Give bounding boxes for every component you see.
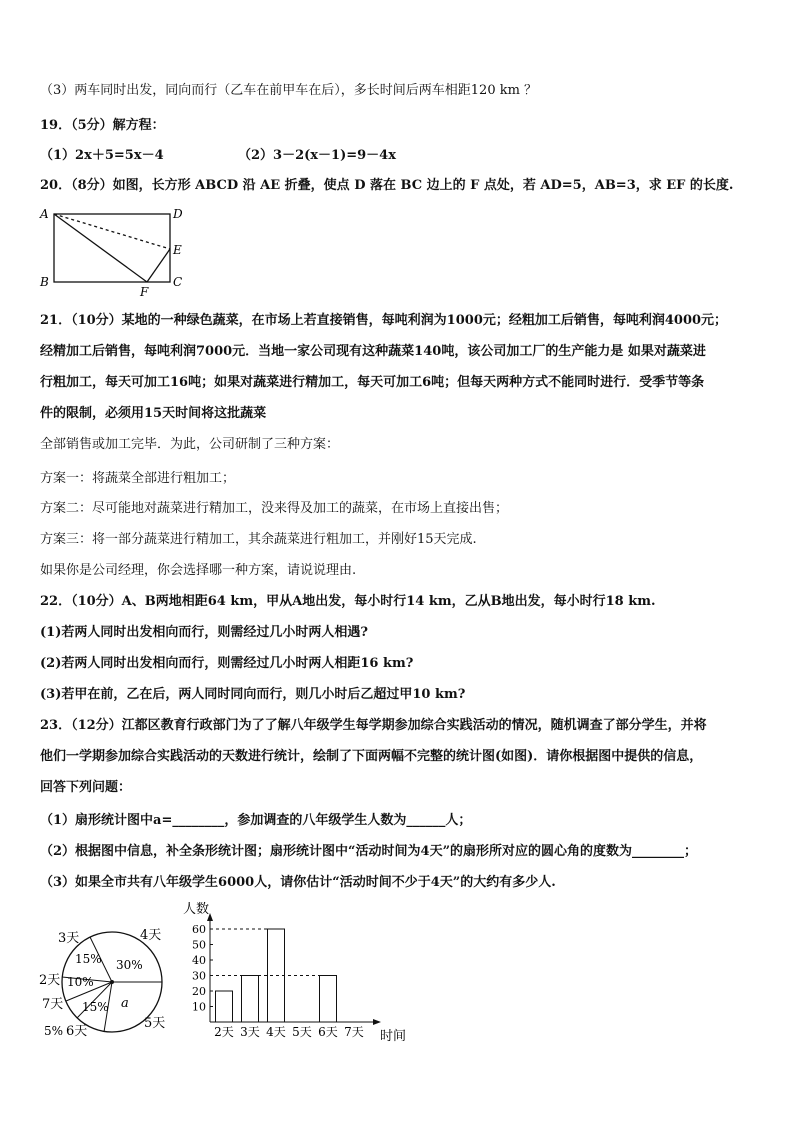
pie-pct-2-days: 10% [67,975,94,989]
bar-chart [180,896,420,1046]
bar-y-tick-label: 10 [192,1000,206,1014]
bar-y-tick-label: 50 [192,938,206,952]
q21-line-5: 全部销售或加工完毕．为此，公司研制了三种方案： [40,437,340,452]
pie-label-5-days: 5天 [144,1016,166,1031]
label-a: A [40,207,49,221]
q21-line-1: 21．（10分）某地的一种绿色蔬菜，在市场上若直接销售，每吨利润为1000元；经粗加工后销售，每吨利润4000元； [40,313,728,328]
pie-unknown-a: a [121,996,129,1011]
pie-center [110,980,114,984]
bar-y-tick-label: 30 [192,969,206,983]
bar-y-tick-label: 60 [192,923,206,936]
q22-stem: 22．（10分）A、B两地相距64 km，甲从A地出发，每小时行14 km，乙从B地出发，每小时行18 km. [40,594,656,609]
bar-category-label: 7天 [344,1025,364,1039]
pie-pct-6-days: 5% [44,1024,64,1038]
label-c: C [173,275,183,289]
bar-category-label: 5天 [292,1025,312,1039]
bar-category-label: 6天 [318,1025,338,1039]
pie-label-2-days: 2天 [39,973,61,988]
label-f: F [140,285,149,296]
q21-line-3: 行粗加工，每天可加工16吨；如果对蔬菜进行精加工，每天可加工6吨；但每天两种方式不能同时进行．受季节等条 [40,375,705,390]
q22-part-2: (2)若两人同时出发相向而行，则需经过几小时两人相距16 km? [40,656,414,671]
q23-line-2: 他们一学期参加综合实践活动的天数进行统计，绘制了下面两幅不完整的统计图(如图)．请你根据图中提供的信息， [40,749,703,764]
pie-chart [36,918,186,1046]
q21-plan-1: 方案一：将蔬菜全部进行粗加工； [40,471,236,486]
bar-2天 [216,991,233,1022]
pie-pct-7-days: 15% [82,1000,109,1014]
bar-category-label: 4天 [266,1025,286,1039]
pie-label-7-days: 7天 [42,997,64,1012]
bar-y-axis-label: 人数 [183,902,210,917]
q19-equation-2: （2）3－2(x－1)=9－4x [238,148,396,163]
bar-y-tick-label: 20 [192,985,206,998]
bar-x-axis-label: 时间 [380,1029,407,1044]
pie-pct-3-days: 15% [75,952,102,966]
pie-label-3-days: 3天 [58,931,80,946]
label-e: E [173,243,182,257]
q23-line-1: 23．（12分）江都区教育行政部门为了了解八年级学生每学期参加综合实践活动的情况，随机调查了部分学生，并将 [40,718,707,733]
bar-x-axis-arrow [373,1019,381,1025]
fold-line-af [54,214,147,282]
q21-question: 如果你是公司经理，你会选择哪一种方案，请说说理由. [40,563,357,578]
segment-fe [147,249,170,282]
q21-plan-3: 方案三：将一部分蔬菜进行精加工，其余蔬菜进行粗加工，并刚好15天完成. [40,532,477,547]
label-d: D [173,207,183,221]
q22-part-3: (3)若甲在前，乙在后，两人同时同向而行，则几小时后乙超过甲10 km? [40,687,466,702]
bar-category-label: 2天 [214,1025,234,1039]
q19-equation-1: （1）2x＋5=5x－4 [40,148,164,163]
q23-line-3: 回答下列问题： [40,780,132,795]
bar-3天 [242,976,259,1023]
label-b: B [40,275,49,289]
q18-part3: （3）两车同时出发，同向而行（乙车在前甲车在后），多长时间后两车相距120 km ？ [40,83,538,98]
rectangle-abcd [54,214,170,282]
q23-part-1: （1）扇形统计图中a=________，参加调查的八年级学生人数为______人； [40,813,472,828]
q21-plan-2: 方案二：尽可能地对蔬菜进行精加工，没来得及加工的蔬菜，在市场上直接出售； [40,501,509,516]
bar-category-label: 3天 [240,1025,260,1039]
q21-line-2: 经精加工后销售，每吨利润7000元．当地一家公司现有这种蔬菜140吨，该公司加工厂的生产能力是 如果对蔬菜进 [40,344,706,359]
pie-label-6-days: 6天 [66,1024,88,1039]
q23-part-2: （2）根据图中信息，补全条形统计图；扇形统计图中“活动时间为4天”的扇形所对应的圆心角的度数为________； [40,844,698,859]
q20-rectangle-figure [36,204,196,296]
q20-text: 20．（8分）如图，长方形 ABCD 沿 AE 折叠，使点 D 落在 BC 边上的 F 点处，若 AD=5，AB=3，求 EF 的长度. [40,178,734,193]
q21-line-4: 件的限制，必须用15天时间将这批蔬菜 [40,406,267,421]
q19-heading: 19．（5分）解方程： [40,118,165,133]
q23-part-3: （3）如果全市共有八年级学生6000人，请你估计“活动时间不少于4天”的大约有多少人. [40,875,556,890]
fold-line-ae [54,214,170,249]
pie-pct-4-days: 30% [116,958,143,972]
bar-6天 [320,976,337,1023]
bar-y-tick-label: 40 [192,954,206,967]
pie-label-4-days: 4天 [140,928,162,943]
q22-part-1: (1)若两人同时出发相向而行，则需经过几小时两人相遇? [40,625,368,640]
